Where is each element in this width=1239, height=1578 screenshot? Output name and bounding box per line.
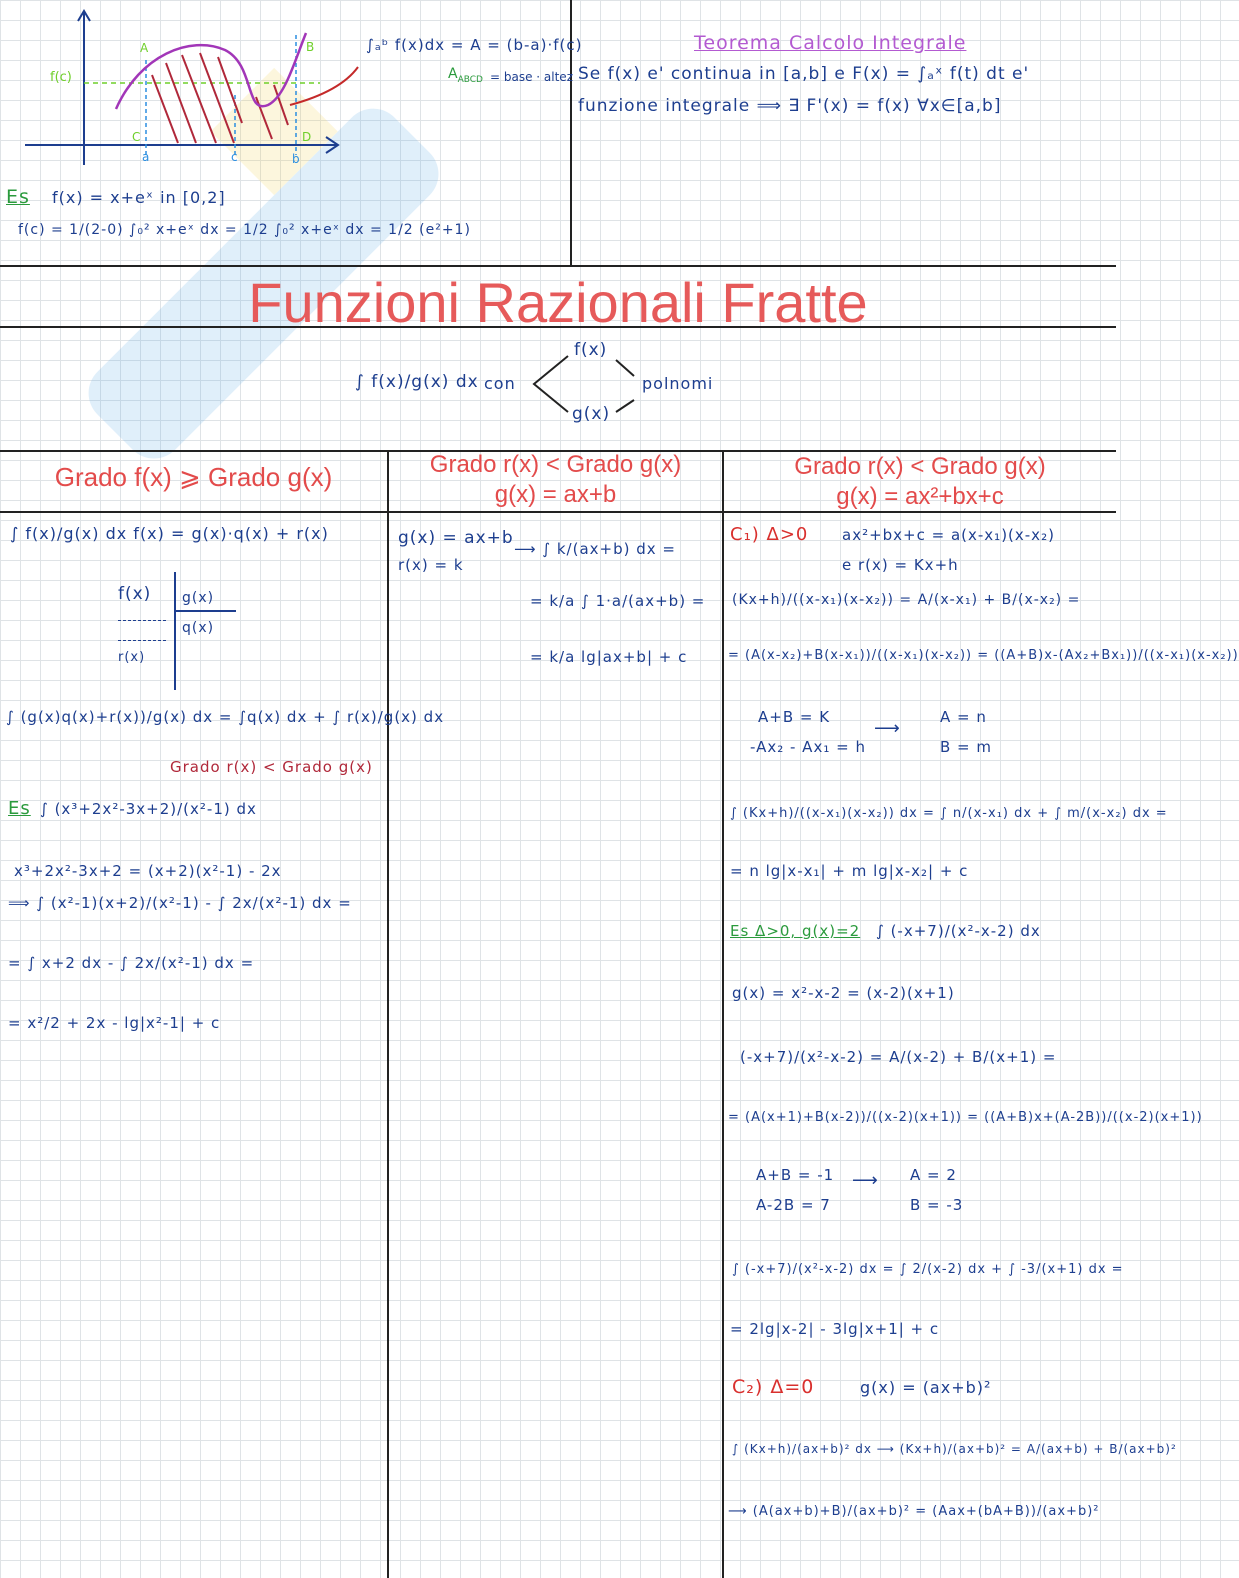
col2-line4: = k/a ∫ 1·a/(ax+b) = [530,592,706,610]
col1-div-q: q(x) [182,620,215,636]
division-bar-vertical [174,572,176,690]
graph-tick-a: a [142,150,150,164]
theorem-heading: Teorema Calcolo Integrale [694,32,967,54]
col1-es-label: Es [8,798,31,819]
theorem-line1: Se f(x) e' continua in [a,b] e F(x) = ∫ₐˣ f(t) dt e' [578,64,1030,84]
intro-polinomi: polnomi [642,374,714,393]
col1-line7: = ∫ x+2 dx - ∫ 2x/(x²-1) dx = [8,954,255,972]
mean-value-graph [20,5,350,170]
area-label-sub: ABCD [457,74,483,85]
col3-header-line1: Grado r(x) < Grado g(x) [794,453,1046,480]
divider-top [0,265,1116,267]
division-dashes [118,620,166,621]
col3-line7: = n lg|x-x₁| + m lg|x-x₂| + c [730,862,969,880]
col3-line10: (-x+7)/(x²-x-2) = A/(x-2) + B/(x+1) = [740,1048,1057,1066]
col3-system2-c: A = 2 [910,1166,957,1184]
col1-line6: ⟹ ∫ (x²-1)(x+2)/(x²-1) - ∫ 2x/(x²-1) dx = [8,894,352,912]
divider-col1 [387,450,389,1578]
col2-line3: ⟶ ∫ k/(ax+b) dx = [514,540,676,558]
col1-div-r: r(x) [118,650,146,665]
col3-line9: g(x) = x²-x-2 = (x-2)(x+1) [732,984,955,1002]
area-label-letter: A [448,66,458,82]
divider-col2 [722,450,724,1578]
division-bar-horizontal [174,610,236,612]
col3-system2-a: A+B = -1 [756,1166,835,1184]
theorem-line2: funzione integrale ⟹ ∃ F'(x) = f(x) ∀x∈[a,b] [578,96,1002,116]
es-top-line2: f(c) = 1/(2-0) ∫₀² x+eˣ dx = 1/2 ∫₀² x+eˣ dx = 1/2 (e²+1) [18,222,471,238]
col3-header-line2: g(x) = ax²+bx+c [836,483,1004,510]
col3-line16: ∫ (Kx+h)/(ax+b)² dx ⟶ (Kx+h)/(ax+b)² = A/(ax+b) + B/(ax+b)² [732,1442,1177,1456]
col1-line5: x³+2x²-3x+2 = (x+2)(x²-1) - 2x [14,862,282,880]
col3-line17: ⟶ (A(ax+b)+B)/(ax+b)² = (Aax+(bA+B))/(ax+b)² [728,1504,1100,1519]
col3-system2-d: B = -3 [910,1196,964,1214]
col3-es-label: Es Δ>0, g(x)=2 [730,922,861,940]
intro-con: con [484,374,516,393]
area-label [448,66,483,85]
col1-grado-note: Grado r(x) < Grado g(x) [170,758,373,776]
graph-tick-c: c [231,150,238,164]
col3-line11: = (A(x+1)+B(x-2))/((x-2)(x+1)) = ((A+B)x+(A-2B))/((x-2)(x+1)) [728,1110,1203,1125]
col3-system1-arrow: ⟶ [874,718,901,739]
col3-line13: ∫ (-x+7)/(x²-x-2) dx = ∫ 2/(x-2) dx + ∫ -3/(x+1) dx = [732,1262,1124,1277]
col2-header-line1: Grado r(x) < Grado g(x) [429,451,682,478]
col1-div-f: f(x) [118,584,152,604]
col3-line15: g(x) = (ax+b)² [860,1378,992,1397]
col3-system1-d: B = m [940,738,993,756]
intro-fx: f(x) [574,340,608,360]
col1-line2: ∫ (g(x)q(x)+r(x))/g(x) dx = ∫q(x) dx + ∫ r(x)/g(x) dx [6,708,445,726]
graph-label-d-point: D [302,130,312,144]
col2-line5: = k/a lg|ax+b| + c [530,648,688,666]
col3-case2: C₂) Δ=0 [732,1376,815,1398]
intro-integral: ∫ f(x)/g(x) dx [355,372,479,392]
integral-formula: ∫ₐᵇ f(x)dx = A = (b-a)·f(c) [366,36,583,54]
intro-gx: g(x) [572,404,611,424]
col3-line3: (Kx+h)/((x-x₁)(x-x₂)) = A/(x-x₁) + B/(x-x₂) = [732,592,1081,608]
graph-label-a-point: A [140,41,149,55]
area-value: = base · altez [490,70,573,84]
graph-label-fc: f(c) [50,70,72,85]
col2-header-line2: g(x) = ax+b [494,481,617,508]
division-dashes-2 [118,640,166,641]
col1-line4: ∫ (x³+2x²-3x+2)/(x²-1) dx [40,800,257,818]
es-top-line1: f(x) = x+eˣ in [0,2] [52,188,226,207]
col3-case1: C₁) Δ>0 [730,524,809,545]
col1-header: Grado f(x) ⩾ Grado g(x) [54,462,333,492]
col3-line4: = (A(x-x₂)+B(x-x₁))/((x-x₁)(x-x₂)) = ((A+B)x-(Ax₂+Bx₁))/((x-x₁)(x-x₂)) [728,648,1239,663]
col3-system1-a: A+B = K [758,708,831,726]
es-label-top: Es [6,186,30,208]
col3-system2-b: A-2B = 7 [756,1196,831,1214]
col3-system1-c: A = n [940,708,987,726]
col3-system2-arrow: ⟶ [852,1170,879,1191]
col1-line8: = x²/2 + 2x - lg|x²-1| + c [8,1014,221,1032]
col1-line1: ∫ f(x)/g(x) dx f(x) = g(x)·q(x) + r(x) [10,524,329,543]
col3-system1-b: -Ax₂ - Ax₁ = h [750,738,866,756]
col3-line14: = 2lg|x-2| - 3lg|x+1| + c [730,1320,940,1338]
col1-div-g: g(x) [182,590,215,606]
col3-line8: ∫ (-x+7)/(x²-x-2) dx [876,922,1041,940]
graph-label-c-point: C [132,130,141,144]
col3-line2: e r(x) = Kx+h [842,556,959,574]
graph-tick-b: b [292,152,300,166]
col3-line1: ax²+bx+c = a(x-x₁)(x-x₂) [842,526,1055,544]
col2-line2: r(x) = k [398,556,464,574]
col2-line1: g(x) = ax+b [398,528,514,548]
page-title: Funzioni Razionali Fratte [248,271,868,334]
graph-label-b-point: B [306,40,315,54]
col3-line6: ∫ (Kx+h)/((x-x₁)(x-x₂)) dx = ∫ n/(x-x₁) dx + ∫ m/(x-x₂) dx = [730,806,1168,821]
